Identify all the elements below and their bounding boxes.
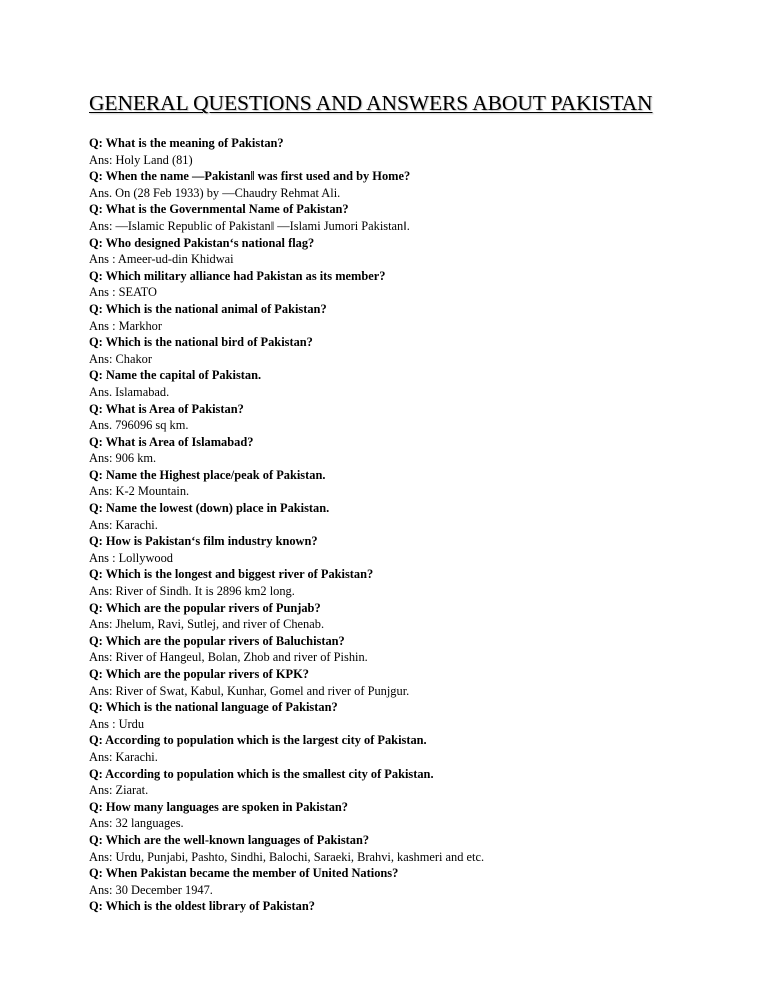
answer-text: Ans. 796096 sq km. <box>89 418 189 433</box>
qa-item <box>89 268 729 301</box>
question-text: Q: How is Pakistan‘s film industry known? <box>89 534 318 549</box>
qa-item <box>89 766 729 799</box>
answer-text: Ans: Chakor <box>89 351 152 366</box>
question-text: Q: Which is the national bird of Pakistan? <box>89 335 313 350</box>
qa-item <box>89 434 729 467</box>
question-text: Q: Which is the oldest library of Pakistan? <box>89 899 315 914</box>
question-text: Q: Which is the national language of Pakistan? <box>89 700 338 715</box>
qa-item <box>89 799 729 832</box>
qa-item <box>89 301 729 334</box>
answer-text: Ans: Urdu, Punjabi, Pashto, Sindhi, Balochi, Saraeki, Brahvi, kashmeri and etc. <box>89 849 485 864</box>
question-text: Q: Who designed Pakistan‘s national flag? <box>89 235 315 250</box>
question-text: Q: When Pakistan became the member of United Nations? <box>89 866 399 881</box>
answer-text: Ans : Urdu <box>89 716 145 731</box>
qa-item <box>89 467 729 500</box>
answer-text: Ans: ―Islamic Republic of Pakistan‖ ―Islami Jumori Pakistan‖. <box>89 218 410 233</box>
answer-text: Ans: Karachi. <box>89 517 158 532</box>
question-text: Q: How many languages are spoken in Pakistan? <box>89 799 348 814</box>
answer-text: Ans: Karachi. <box>89 749 158 764</box>
qa-item <box>89 832 729 865</box>
question-text: Q: According to population which is the smallest city of Pakistan. <box>89 766 434 781</box>
answer-text: Ans: K-2 Mountain. <box>89 484 190 499</box>
question-text: Q: What is the meaning of Pakistan? <box>89 136 284 150</box>
question-text: Q: Which are the well-known languages of Pakistan? <box>89 832 370 847</box>
answer-text: Ans : Lollywood <box>89 550 173 565</box>
question-text: Q: Which are the popular rivers of Punjab? <box>89 600 321 615</box>
qa-item <box>89 699 729 732</box>
qa-item <box>89 666 729 699</box>
qa-item <box>89 566 729 599</box>
qa-item <box>89 401 729 434</box>
answer-text: Ans: Ziarat. <box>89 783 149 798</box>
qa-item <box>89 201 729 234</box>
answer-text: Ans: Holy Land (81) <box>89 152 193 167</box>
qa-item <box>89 168 729 201</box>
question-text: Q: According to population which is the largest city of Pakistan. <box>89 733 427 748</box>
question-text: Q: Name the capital of Pakistan. <box>89 368 262 383</box>
qa-list <box>89 135 729 915</box>
question-text: Q: Which military alliance had Pakistan as its member? <box>89 268 386 283</box>
question-text: Q: Which are the popular rivers of KPK? <box>89 667 309 681</box>
qa-item <box>89 633 729 666</box>
question-text: Q: When the name ―Pakistan‖ was first used and by Home? <box>89 169 411 184</box>
qa-item <box>89 367 729 400</box>
qa-item <box>89 898 729 915</box>
question-text: Q: Name the lowest (down) place in Pakistan. <box>89 501 330 516</box>
answer-text: Ans: River of Swat, Kabul, Kunhar, Gomel and river of Punjgur. <box>89 683 410 698</box>
qa-item <box>89 135 729 168</box>
qa-item <box>89 334 729 367</box>
question-text: Q: What is Area of Islamabad? <box>89 434 254 449</box>
answer-text: Ans: 30 December 1947. <box>89 882 213 897</box>
qa-item <box>89 235 729 268</box>
qa-item <box>89 600 729 633</box>
answer-text: Ans. Islamabad. <box>89 384 170 399</box>
question-text: Q: Name the Highest place/peak of Pakistan. <box>89 467 326 482</box>
answer-text: Ans : SEATO <box>89 285 157 300</box>
answer-text: Ans. On (28 Feb 1933) by ―Chaudry Rehmat Ali. <box>89 185 341 200</box>
qa-item <box>89 500 729 533</box>
answer-text: Ans: Jhelum, Ravi, Sutlej, and river of Chenab. <box>89 617 325 632</box>
answer-text: Ans : Markhor <box>89 318 162 333</box>
qa-item <box>89 865 729 898</box>
answer-text: Ans: 32 languages. <box>89 816 184 831</box>
qa-item <box>89 732 729 765</box>
question-text: Q: What is Area of Pakistan? <box>89 401 244 416</box>
page-title: GENERAL QUESTIONS AND ANSWERS ABOUT PAKISTAN <box>89 91 653 115</box>
question-text: Q: Which are the popular rivers of Baluchistan? <box>89 633 345 648</box>
answer-text: Ans: 906 km. <box>89 451 157 466</box>
question-text: Q: Which is the longest and biggest river of Pakistan? <box>89 567 374 582</box>
answer-text: Ans: River of Hangeul, Bolan, Zhob and river of Pishin. <box>89 650 368 665</box>
question-text: Q: Which is the national animal of Pakistan? <box>89 301 327 316</box>
answer-text: Ans: River of Sindh. It is 2896 km2 long. <box>89 584 295 599</box>
answer-text: Ans : Ameer-ud-din Khidwai <box>89 252 234 267</box>
question-text: Q: What is the Governmental Name of Pakistan? <box>89 202 349 217</box>
qa-item <box>89 533 729 566</box>
